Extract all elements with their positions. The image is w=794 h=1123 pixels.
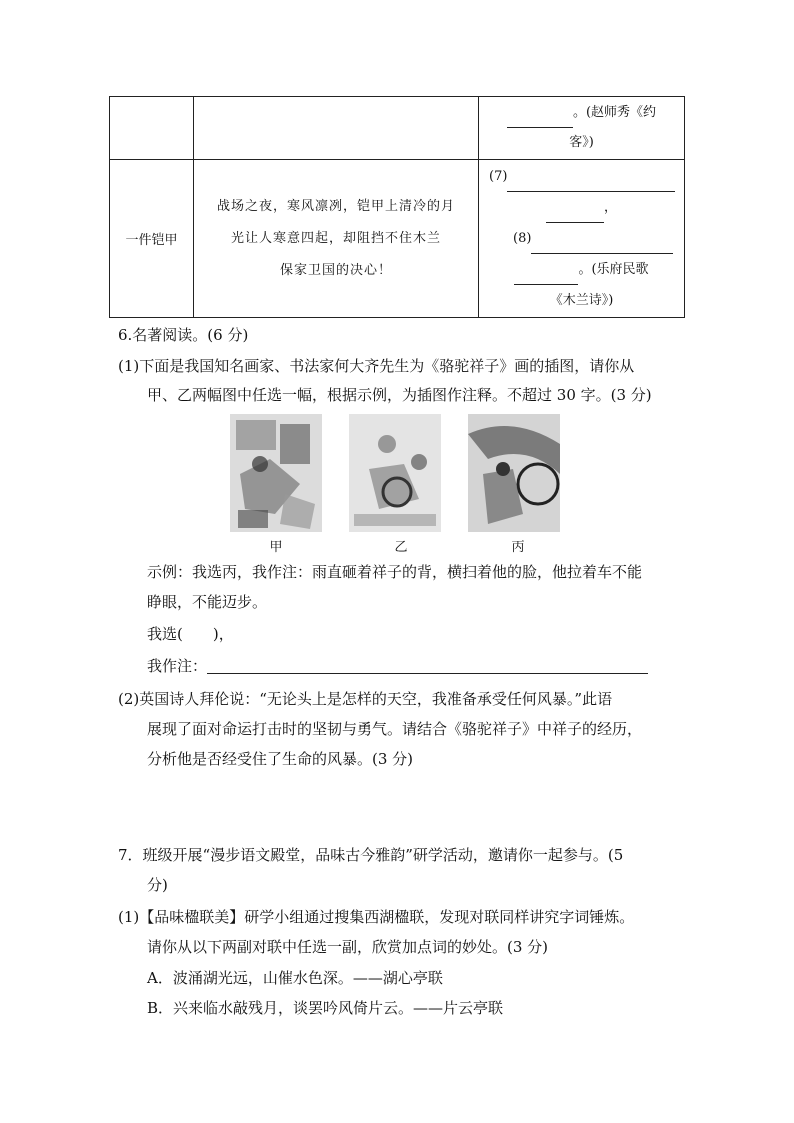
answer-blank-8[interactable] bbox=[531, 238, 673, 254]
table-row bbox=[110, 160, 685, 318]
question-6-2-text: (2)英国诗人拜伦说：“无论头上是怎样的天空，我准备承受任何风暴。”此语 bbox=[118, 690, 613, 708]
choose-prompt: 我选( )， bbox=[147, 625, 234, 643]
question-7-title: 7．班级开展“漫步语文殿堂，品味古今雅韵”研学活动，邀请你一起参与。(5 bbox=[118, 846, 624, 864]
question-7-1-text: 请你从以下两副对联中任选一副，欣赏加点词的妙处。(3 分) bbox=[147, 938, 549, 956]
poem-text: 。(赵师秀《约 bbox=[572, 105, 657, 120]
option-b: B．兴来临水敲残月，谈罢吟风倚片云。——片云亭联 bbox=[147, 999, 504, 1017]
question-6-1-text: (1)下面是我国知名画家、书法家何大齐先生为《骆驼祥子》画的插图，请你从 bbox=[118, 357, 635, 375]
table-cell-poem bbox=[479, 97, 685, 160]
question-6-1-text: 甲、乙两幅图中任选一幅，根据示例，为插图作注释。不超过 30 字。(3 分) bbox=[147, 386, 652, 404]
scene-text: 战场之夜，寒风凛冽，铠甲上清冷的月 bbox=[216, 198, 455, 214]
answer-blank-7-cont[interactable] bbox=[546, 207, 604, 223]
question-7-title: 分) bbox=[147, 876, 168, 894]
table-cell-scene bbox=[194, 97, 479, 160]
illustration-bing-image bbox=[468, 414, 560, 532]
table-cell-scene bbox=[194, 160, 479, 318]
poem-text: 。(乐府民歌 bbox=[578, 262, 649, 277]
answer-blank-7[interactable] bbox=[507, 176, 675, 192]
table-row bbox=[110, 97, 685, 160]
blank-number: (7) bbox=[489, 169, 508, 184]
poem-table bbox=[109, 96, 685, 318]
question-6-2-text: 分析他是否经受住了生命的风暴。(3 分) bbox=[147, 750, 414, 768]
illustration-jia-image bbox=[230, 414, 322, 532]
annotation-answer-line[interactable] bbox=[207, 672, 648, 674]
example-text: 睁眼，不能迈步。 bbox=[147, 593, 268, 611]
poem-text: 《木兰诗》) bbox=[549, 293, 614, 308]
illustration-yi-image bbox=[349, 414, 441, 532]
option-a: A．波涌湖光远，山催水色深。——湖心亭联 bbox=[147, 969, 443, 987]
annotate-prompt: 我作注： bbox=[147, 657, 208, 675]
illustration-caption: 丙 bbox=[511, 540, 525, 555]
question-7-1-text: (1)【品味楹联美】研学小组通过搜集西湖楹联，发现对联同样讲究字词锤炼。 bbox=[118, 908, 635, 926]
scene-text: 保家卫国的决心！ bbox=[279, 262, 392, 278]
question-6-title: 6.名著阅读。(6 分) bbox=[118, 326, 249, 344]
table-cell-poem bbox=[479, 160, 685, 318]
illustration-caption: 甲 bbox=[269, 540, 283, 555]
blank-number: (8) bbox=[513, 231, 532, 246]
table-cell-item: 一件铠甲 bbox=[110, 160, 194, 318]
question-6-2-text: 展现了面对命运打击时的坚韧与勇气。请结合《骆驼祥子》中祥子的经历， bbox=[147, 720, 643, 738]
poem-text: 客》) bbox=[569, 135, 594, 150]
answer-blank[interactable] bbox=[507, 112, 573, 128]
example-text: 示例：我选丙，我作注：雨直砸着祥子的背，横扫着他的脸，他拉着车不能 bbox=[147, 563, 643, 581]
poem-text: ， bbox=[603, 200, 617, 215]
scene-text: 光让人寒意四起，却阻挡不住木兰 bbox=[230, 230, 441, 246]
table-cell-item bbox=[110, 97, 194, 160]
illustration-caption: 乙 bbox=[394, 540, 408, 555]
answer-blank-8-cont[interactable] bbox=[514, 269, 578, 285]
